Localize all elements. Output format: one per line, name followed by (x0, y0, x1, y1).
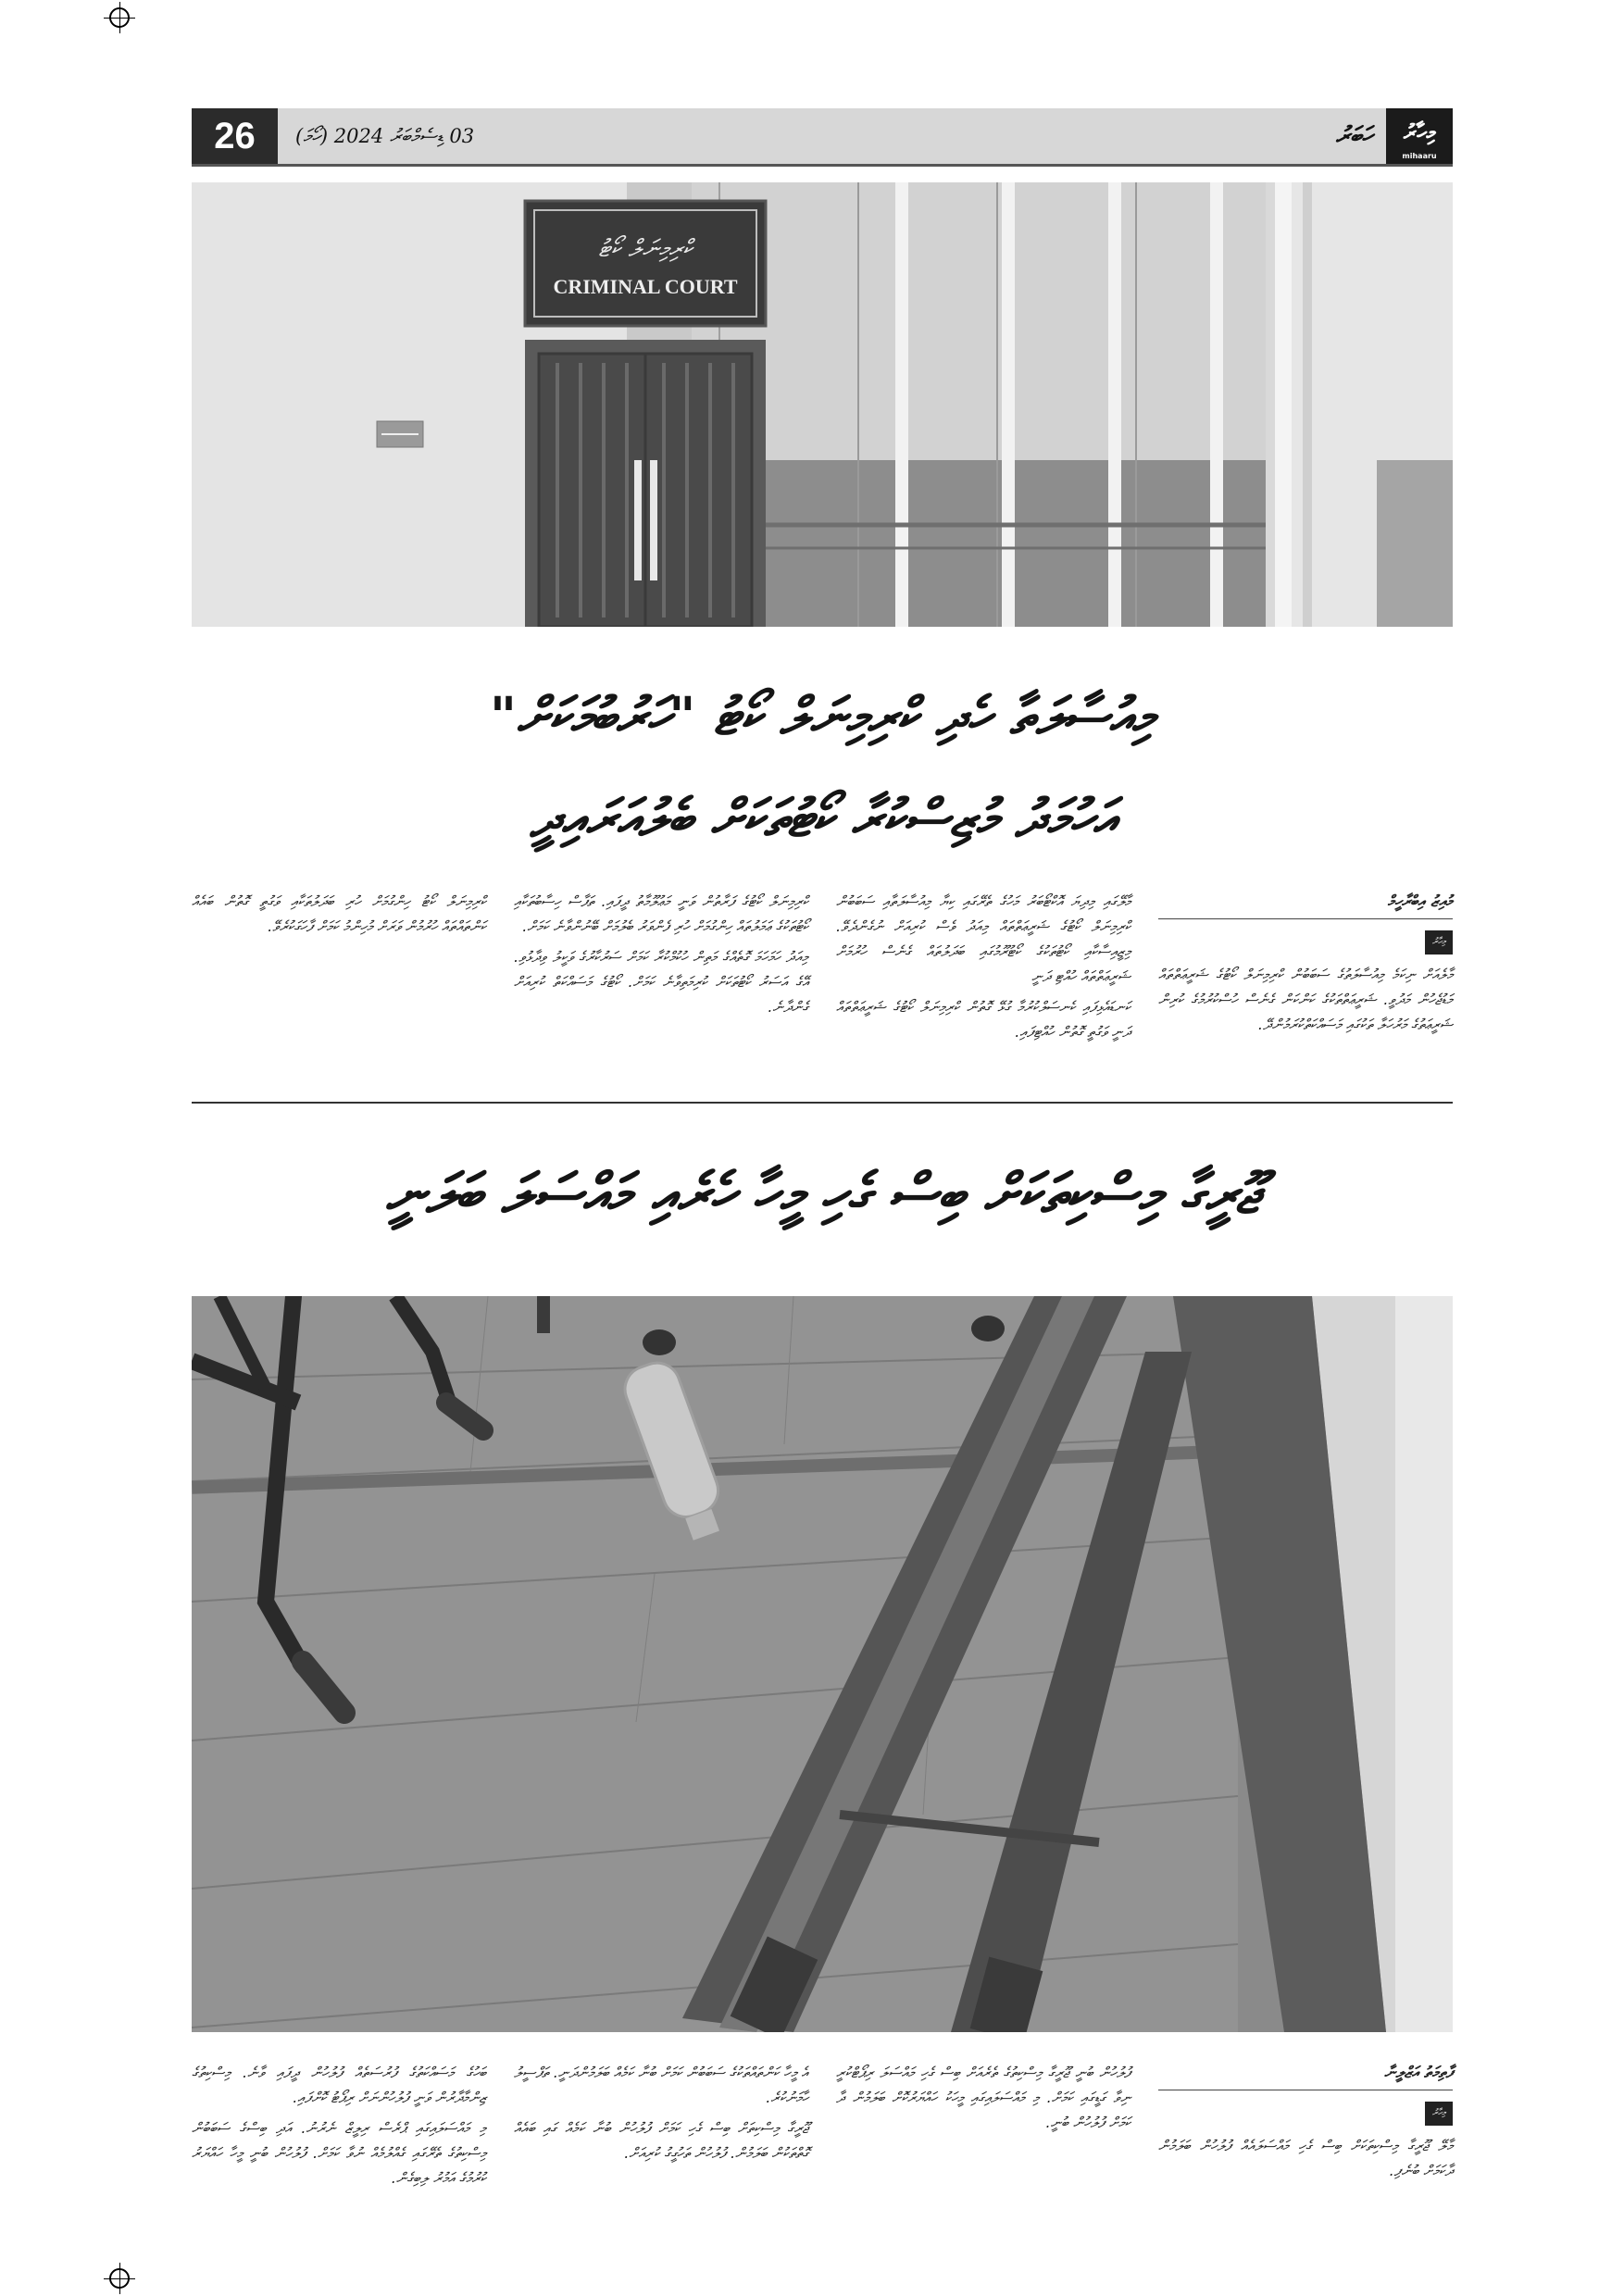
registration-mark-top (109, 7, 130, 28)
byline-logo: މިހާރު (1425, 930, 1453, 955)
story1-column-2 (836, 889, 1131, 1050)
story2-headline: ޖޫރީގާ މިސްކިތަކަށް ބިސް ގެހި މީހާ ހެރެއި މައްސަލަ ބަލަނީ (385, 1162, 1259, 1227)
court-sign-english: CRIMINAL COURT (553, 275, 738, 298)
story2-paragraph: މާލޭ ޖޫރީގާ މިސްކިތަކަށް ބިސް ގެހި މައްސަލައެއް ފުލުހުން ބަލަމުން ދާކަމަށް ބުނެފި. (1158, 2137, 1453, 2179)
story1-headline-line2: އަހުމަދު މުޒިސްކުރާ ކޯޓުތަކަށް ބެލުއަރައިދީ (530, 789, 1115, 849)
story1-paragraph: މިއަދު ހަމަހަމަ ގޮތެއްގެ މަތިން ހުކުމްކުރާ ކަމަށް ސަރުކާރުގެ ވަކީލު ވިދާޅުވި. އޭގެ އަސަރު ކޯޓުތަކަށް ކުރިމަތިވާނެ ކަމަށް. ކޯޓުގެ މަސައްކަތް ކުރިއަށް ގެންދާނެ. (514, 948, 808, 1016)
story2-paragraph: މި މައްސަލައިގައި ޕްރެސް ރިލީޒް ނެރުނު. އަދި ބިސްގެ ސަބަބުން މިސްކިތުގެ ތެރޭގައި ގެއްލުމެއް ނުވާ ކަމަށް. ފުލުހުން ބުނީ މީހާ ހައްޔަރު ކުރުމުގެ އަމުރު ލިބިގެން. (192, 2119, 486, 2187)
issue-date: 03 ޑިސެމްބަރު 2024 (ހޯމަ) (295, 125, 475, 147)
story2-byline: ފާތިމަތު އަޒްލީނާ (1158, 2060, 1453, 2090)
byline-logo: މިހާރު (1425, 2102, 1453, 2126)
story1-paragraph: ކްރިމިނަލް ކޯޓު ހިންގުމަށް ހުރި ބަދަލުތަކާއި ވަގުތީ ގޮތުން ބައެއް ކަންތައްތައް ހުރުމުން ވަރަށް މުހިންމު ކަމަށް ފާހަގަކުރެވޭ. (192, 892, 486, 935)
story2-column-1 (1158, 2060, 1453, 2196)
story1-column-1 (1158, 889, 1453, 1050)
story1-body (192, 889, 1453, 1050)
story2-column-3 (514, 2060, 808, 2196)
page-number: 26 (192, 108, 278, 164)
newspaper-logo (1386, 108, 1453, 164)
story2-paragraph: ބަހުގެ މަސައްކަތުގެ ފުރުސަތެއް ފުލުހުން ދީފައި ވާނެ. މިސްކިތުގެ ޒިންމާދާރުން ވަނީ ފުލުހުންނަށް ރިޕޯޓު ކޮށްފައި. (192, 2064, 486, 2106)
story1-headline-line1: މިއުސާލަތާ ހެދި ކްރިމިނަލް ކޯޓު "ހަރުބުމަކަށް" (489, 687, 1156, 747)
page-header (192, 108, 1453, 164)
logo-text: މިހާރު (1403, 119, 1436, 145)
story1-paragraph: ކަނޑައެޅިފައި ކެނސަލްކުރުމާ ގުޅޭ ގޮތުން ކްރިމިނަލް ކޯޓުގެ ޝަރީޢަތްތައް ދަނީ ވަގުތީ ގޮތުން ހުއްޓިފައި. (836, 998, 1131, 1041)
logo-subtext: mihaaru (1402, 152, 1437, 160)
mosque-floor-photo (192, 1296, 1453, 2032)
story2-column-4 (192, 2060, 486, 2196)
story-divider (192, 1102, 1453, 1104)
section-label: ހަބަރު (1335, 122, 1373, 150)
story1-column-4 (192, 889, 486, 1050)
story1-column-3 (514, 889, 808, 1050)
court-sign-dhivehi: ކްރިމިނަލް ކޯޓު (598, 235, 693, 263)
registration-mark-bottom (109, 2268, 130, 2289)
story1-paragraph: މާލޭގައި މިދިޔަ އޮކްޓޯބަރު މަހުގެ ތެރޭގައި ކިޔާ މިއުސާލަތާއި ސަބަބުން ކްރިމިނަލް ކޯޓުގެ ޝަރީޢަތްތައް މިއަދު ވެސް ކުރިއަށް ނުގެންދެވޭ. މިޒީއިސާކާއި ކޯޓުތަކުގެ ކޯޓުރޫމުގައި ބަދަލުތައް ގެނެސް ހުރުމަށް ޝަރީޢަތްތައް ހުއްޓި ދަނީ (836, 892, 1131, 985)
story2-paragraph: އެ މީހާ ކަންތައްތަކުގެ ސަބަބުން ކަމަށް ބުނާ ކަމެއް ބަލަމުންދަނީ. ތަފްސީލު ހާމަނުކުރެ. (514, 2064, 808, 2106)
header-rule (192, 164, 1453, 167)
story2-paragraph: ފުލުހުން ބުނީ ޖޫރީގާ މިސްކިތުގެ ތެރެއަށް ބިސް ގެހި މައްސަލަ ރިޕޯޓްކުރީ ނިވާ ގަޑީގައި ކަމަށް. މި މައްސަލައިގައި މީހަކު ހައްޔަރުކޮށް ބަލަމުން ދާ ކަމަށް ފުލުހުން ބުނީ. (836, 2064, 1131, 2131)
story2-column-2 (836, 2060, 1131, 2196)
story1-byline: މުއިޒު އިބްރާހީމް (1158, 889, 1453, 919)
story1-paragraph: ކްރިމިނަލް ކޯޓުގެ ފަރާތުން ވަނީ މަޢުލޫމާތު ދީފައި. ތަފާސް ހިސާބުތަކާއި ކޯޓުތަކުގެ ޢަމަލުތައް ހިންގުމަށް ހުރި ފެންވަރު ބެލުމަށް ބޭނުންވާނެ ކަމަށް. (514, 892, 808, 935)
story1-paragraph: މާލެއަށް ނިކަމެ މިއުސާލަތުގެ ސަބަބުން ކްރިމިނަލް ކޯޓުގެ ޝަރީޢަތްތައް މަޑުޖެހުން މަދުވީ. ޝަރީޢަތްތަކުގެ ކަންކަން ގެނެސް ހުސްކުރުމުގެ ކުރިން ޝަރީޢަތުގެ މަރުހަލާ ތަކުގައި މަސައްކަތްކުރަމުންދޭ. (1158, 966, 1453, 1033)
story2-paragraph: ޖޫރީގާ މިސްކިތަށް ބިސް ގެހި ކަމަށް ފުލުހުން ބުނާ ކަމެއް ގައި ބައެއް ގޮތްތަކުން ބަލަމުން. ފުލުހުން ތަހުގީގު ކުރިއަށް. (514, 2119, 808, 2162)
story2-body (192, 2060, 1453, 2196)
criminal-court-photo (192, 182, 1453, 627)
